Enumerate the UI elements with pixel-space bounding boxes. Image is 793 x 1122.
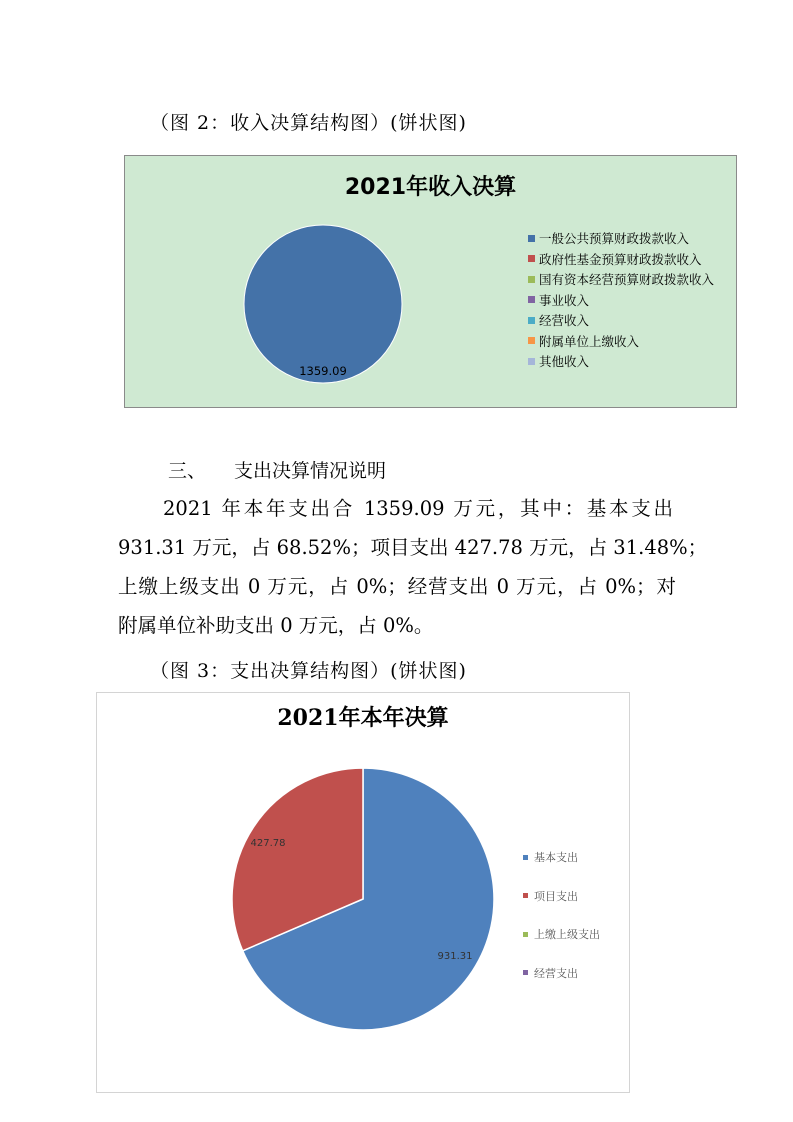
- legend-item: [528, 269, 714, 290]
- legend-item: [523, 877, 600, 916]
- legend-label: 国有资本经营预算财政拨款收入: [539, 272, 715, 288]
- legend-swatch: [528, 317, 535, 324]
- legend-swatch: [528, 255, 535, 262]
- legend-item: [523, 954, 600, 993]
- legend-label: 上缴上级支出: [534, 928, 600, 942]
- legend-swatch: [528, 276, 535, 283]
- pie-slice-general-budget: [244, 225, 402, 383]
- legend-swatch: [523, 893, 528, 898]
- legend-swatch: [528, 235, 535, 242]
- legend-item: [528, 331, 714, 352]
- figure-2-caption: （图 2：收入决算结构图）(饼状图): [150, 112, 467, 134]
- legend-swatch: [528, 337, 535, 344]
- section-heading: [168, 456, 386, 483]
- figure-3-caption: （图 3：支出决算结构图）(饼状图): [150, 660, 467, 682]
- expenditure-pie-chart: [96, 692, 630, 1093]
- paragraph-line-2: 931.31 万元，占 68.52%；项目支出 427.78 万元，占 31.48%；: [118, 536, 708, 559]
- legend-swatch: [523, 932, 528, 937]
- data-label-0: 931.31: [437, 951, 473, 962]
- income-chart-title: 2021年收入决算: [344, 175, 517, 200]
- legend-label: 项目支出: [534, 889, 578, 903]
- legend-item: [528, 228, 714, 249]
- data-label-general-budget: 1359.09: [299, 364, 347, 378]
- legend-item: [528, 351, 714, 372]
- legend-label: 政府性基金预算财政拨款收入: [539, 251, 702, 267]
- legend-swatch: [528, 296, 535, 303]
- legend-label: 事业收入: [539, 292, 590, 308]
- legend-item: [523, 838, 600, 877]
- paragraph-line-4: 附属单位补助支出 0 万元，占 0%。: [118, 614, 434, 637]
- legend-label: 其他收入: [539, 354, 590, 370]
- legend-item: [523, 915, 600, 954]
- data-label-1: 427.78: [250, 838, 286, 849]
- legend-swatch: [523, 970, 528, 975]
- paragraph-line-3: 上缴上级支出 0 万元，占 0%；经营支出 0 万元，占 0%；对: [118, 575, 676, 598]
- income-legend: [528, 228, 714, 372]
- legend-swatch: [523, 855, 528, 860]
- section-title: 支出决算情况说明: [234, 460, 387, 482]
- section-number: 三、: [168, 460, 207, 482]
- legend-label: 一般公共预算财政拨款收入: [539, 231, 690, 247]
- legend-swatch: [528, 358, 535, 365]
- income-pie-chart: [124, 155, 737, 408]
- expenditure-legend: [523, 838, 600, 992]
- legend-item: [528, 290, 714, 311]
- legend-label: 基本支出: [534, 851, 578, 865]
- legend-item: [528, 249, 714, 270]
- paragraph-line-1: 2021 年本年支出合 1359.09 万元，其中：基本支出: [163, 497, 673, 520]
- expenditure-chart-title: 2021年本年决算: [277, 705, 449, 731]
- legend-item: [528, 310, 714, 331]
- legend-label: 附属单位上缴收入: [539, 333, 640, 349]
- legend-label: 经营收入: [539, 313, 590, 329]
- legend-label: 经营支出: [534, 966, 578, 980]
